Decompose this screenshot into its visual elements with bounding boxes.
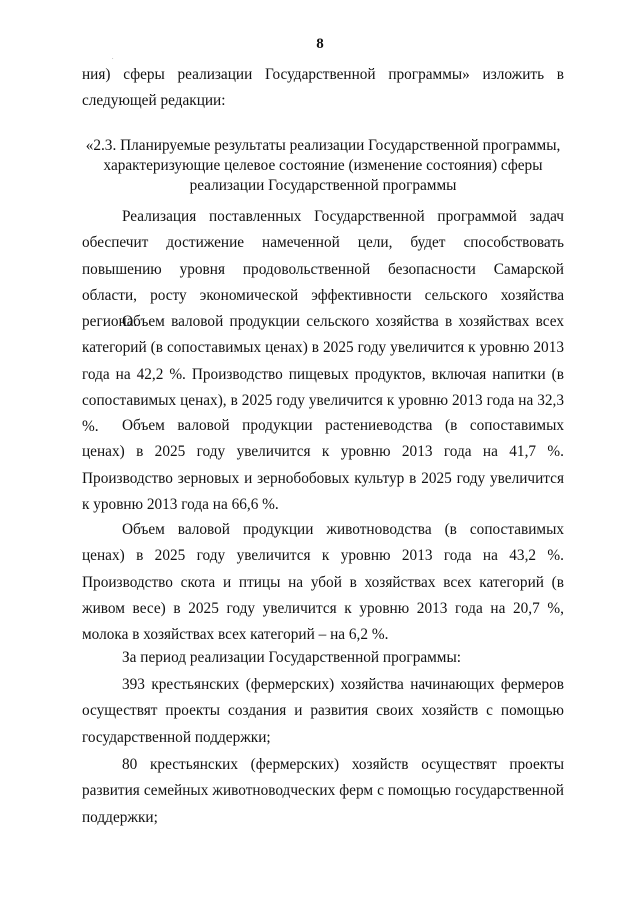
intro-paragraph: ния) сферы реализации Государственной программы» изложить в следующей редакции: xyxy=(82,66,564,110)
paragraph-7: 80 крестьянских (фермерских) хозяйств осуществят проекты развития семейных животноводческих ферм с помощью государственной поддержки; xyxy=(82,756,564,826)
paragraph-4: Объем валовой продукции животноводства (в сопоставимых ценах) в 2025 году увеличится к уровню 2013 года на 43,2 %. Производство скота и птицы на убой в хозяйствах всех категорий (в живом весе) в 2025 году увеличится к уровню 2013 года на 20,7 %, молока в хозяйствах всех категорий – на 6,2 %. xyxy=(82,521,564,644)
paragraph-5: За период реализации Государственной программы: xyxy=(122,649,462,666)
paragraph-1: Реализация поставленных Государственной программой задач обеспечит достижение намеченной цели, будет способствовать повышению уровня продовольственной безопасности Самарской области, росту экономической эффективности сельского хозяйства региона. xyxy=(82,208,564,331)
paragraph-3: Объем валовой продукции растениеводства (в сопоставимых ценах) в 2025 году увеличится к уровню 2013 года на 41,7 %. Производство зерновых и зернобобовых культур в 2025 году увеличится к уровню 2013 года на 66,6 %. xyxy=(82,417,564,513)
section-heading: «2.3. Планируемые результаты реализации Государственной программы, характеризующие целевое состояние (изменение состояния) сферы реализации Государственной программы xyxy=(85,137,561,194)
corner-mark: . xyxy=(112,55,114,61)
page-number: 8 xyxy=(316,36,324,52)
paragraph-6: 393 крестьянских (фермерских) хозяйства начинающих фермеров осуществят проекты создания и развития своих хозяйств с помощью государственной поддержки; xyxy=(82,676,564,746)
paragraph-2: Объем валовой продукции сельского хозяйства в хозяйствах всех категорий (в сопоставимых ценах) в 2025 году увеличится к уровню 2013 года на 42,2 %. Производство пищевых продуктов, включая напитки (в сопоставимых ценах), в 2025 году увеличится к уровню 2013 года на 32,3 %. xyxy=(82,313,564,436)
